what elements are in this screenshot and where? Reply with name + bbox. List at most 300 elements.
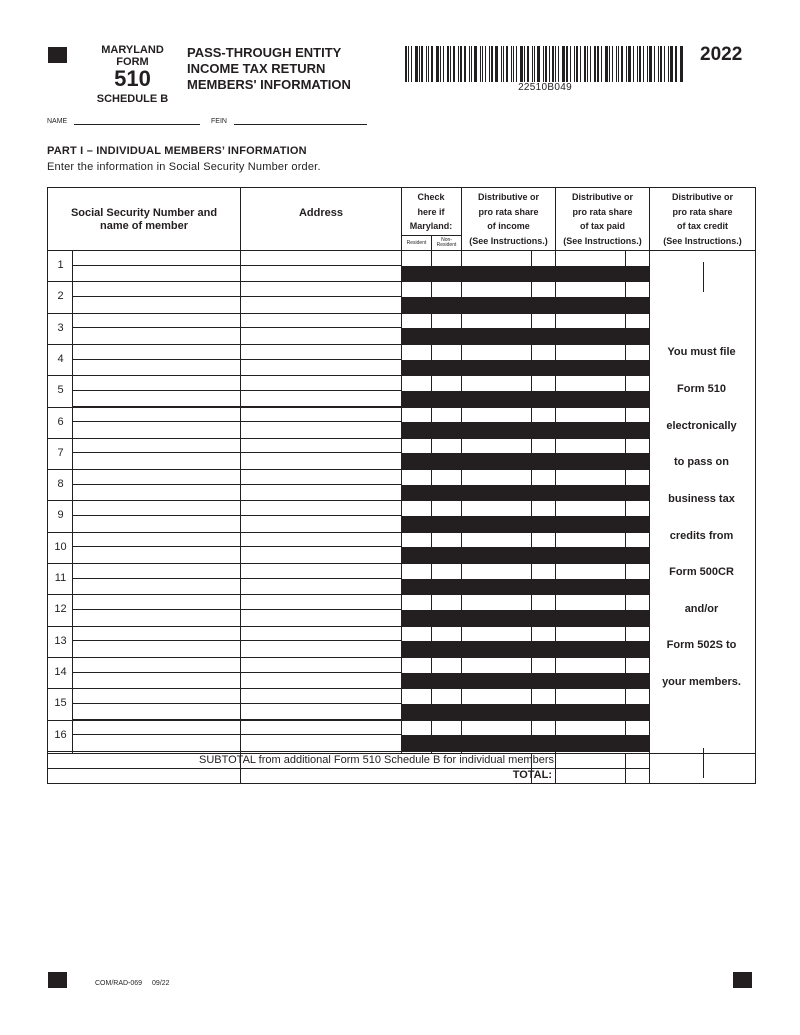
member-name-field[interactable] bbox=[73, 454, 240, 470]
header-line: (See Instructions.) bbox=[663, 235, 742, 246]
col-ssn-name-header bbox=[48, 207, 240, 233]
total-tax-paid-field[interactable] bbox=[556, 769, 625, 782]
barcode-bar bbox=[616, 46, 618, 82]
ssn-field[interactable] bbox=[73, 533, 240, 548]
barcode-bar bbox=[618, 46, 619, 82]
cents-divider bbox=[531, 314, 532, 345]
cents-divider bbox=[625, 282, 626, 313]
address-line2-field[interactable] bbox=[241, 611, 401, 627]
barcode-bar bbox=[534, 46, 535, 82]
resident-checkbox[interactable] bbox=[402, 501, 431, 516]
barcode-bar bbox=[527, 46, 529, 82]
header-line: Social Security Number and bbox=[70, 207, 218, 219]
income-share-field[interactable] bbox=[462, 501, 531, 516]
divider bbox=[401, 453, 650, 454]
header-line: Non- bbox=[441, 237, 452, 243]
address-line2-field[interactable] bbox=[241, 674, 401, 690]
address-line1-field[interactable] bbox=[241, 439, 401, 454]
barcode-bar bbox=[520, 46, 523, 82]
shaded-area bbox=[401, 392, 650, 408]
nonresident-checkbox[interactable] bbox=[432, 721, 461, 736]
row-number: 8 bbox=[57, 478, 64, 491]
resident-checkbox[interactable] bbox=[402, 376, 431, 391]
ssn-field[interactable] bbox=[73, 658, 240, 673]
resident-checkbox[interactable] bbox=[402, 595, 431, 610]
header-line: here if bbox=[417, 206, 445, 217]
cents-divider bbox=[625, 439, 626, 470]
address-line1-field[interactable] bbox=[241, 721, 401, 736]
member-name-field[interactable] bbox=[73, 423, 240, 439]
tax-paid-share-field[interactable] bbox=[556, 564, 625, 579]
tax-paid-share-field[interactable] bbox=[556, 439, 625, 454]
title-line: INCOME TAX RETURN bbox=[187, 61, 326, 76]
nonresident-checkbox[interactable] bbox=[432, 658, 461, 673]
barcode-bar bbox=[506, 46, 508, 82]
shaded-area bbox=[401, 611, 650, 627]
header-line: (See Instructions.) bbox=[469, 235, 548, 246]
notice-line: You must file bbox=[667, 346, 736, 358]
cents-divider bbox=[625, 658, 626, 689]
barcode-bar bbox=[419, 46, 420, 82]
shaded-area bbox=[401, 642, 650, 658]
barcode-bar bbox=[660, 46, 662, 82]
tax-paid-share-field[interactable] bbox=[556, 501, 625, 516]
barcode-bar bbox=[447, 46, 449, 82]
barcode-bar bbox=[408, 46, 409, 82]
notice-line: business tax bbox=[668, 493, 735, 505]
name-label: NAME bbox=[47, 118, 68, 125]
cents-divider bbox=[531, 721, 532, 752]
divider bbox=[401, 360, 650, 361]
ssn-field[interactable] bbox=[73, 595, 240, 610]
income-share-field[interactable] bbox=[462, 627, 531, 642]
barcode-bar bbox=[549, 46, 550, 82]
ssn-field[interactable] bbox=[73, 314, 240, 329]
barcode-bar bbox=[605, 46, 608, 82]
cents-divider bbox=[531, 689, 532, 720]
ssn-field[interactable] bbox=[73, 564, 240, 579]
barcode-bar bbox=[639, 46, 641, 82]
barcode-bar bbox=[503, 46, 504, 82]
address-line1-field[interactable] bbox=[241, 376, 401, 391]
address-line2-field[interactable] bbox=[241, 329, 401, 345]
resident-subheader: Resident bbox=[406, 240, 427, 246]
ssn-field[interactable] bbox=[73, 376, 240, 391]
address-line1-field[interactable] bbox=[241, 564, 401, 579]
ssn-field[interactable] bbox=[73, 501, 240, 516]
part1-instruction: Enter the information in Social Security Number order. bbox=[47, 161, 321, 173]
barcode-bar bbox=[566, 46, 568, 82]
resident-checkbox[interactable] bbox=[402, 408, 431, 423]
resident-checkbox[interactable] bbox=[402, 721, 431, 736]
cents-divider bbox=[531, 470, 532, 501]
nonresident-subheader bbox=[432, 238, 461, 248]
divider bbox=[401, 641, 650, 642]
address-line1-field[interactable] bbox=[241, 595, 401, 610]
shaded-area bbox=[401, 674, 650, 690]
title-line: PASS-THROUGH ENTITY bbox=[187, 45, 342, 60]
income-share-field[interactable] bbox=[462, 564, 531, 579]
registration-mark-bottom-left bbox=[48, 972, 67, 988]
income-share-field[interactable] bbox=[462, 658, 531, 673]
barcode-bar bbox=[491, 46, 493, 82]
income-share-field[interactable] bbox=[462, 595, 531, 610]
name-field[interactable] bbox=[74, 124, 200, 125]
barcode-bar bbox=[482, 46, 483, 82]
nonresident-checkbox[interactable] bbox=[432, 533, 461, 548]
member-name-field[interactable] bbox=[73, 642, 240, 658]
nonresident-checkbox[interactable] bbox=[432, 314, 461, 329]
barcode-bar bbox=[436, 46, 439, 82]
row-number: 7 bbox=[57, 446, 64, 459]
ssn-field[interactable] bbox=[73, 439, 240, 454]
barcode-bar bbox=[471, 46, 472, 82]
cents-divider bbox=[531, 408, 532, 439]
header-line: Maryland: bbox=[409, 221, 453, 231]
row-number: 6 bbox=[57, 415, 64, 428]
header-line: Resident bbox=[436, 242, 457, 248]
tax-paid-share-field[interactable] bbox=[556, 408, 625, 423]
tax-paid-share-field[interactable] bbox=[556, 345, 625, 360]
cents-divider bbox=[625, 627, 626, 658]
divider bbox=[401, 485, 650, 486]
nonresident-checkbox[interactable] bbox=[432, 501, 461, 516]
tax-paid-share-field[interactable] bbox=[556, 251, 625, 266]
ssn-field[interactable] bbox=[73, 408, 240, 423]
barcode-bar bbox=[460, 46, 462, 82]
cents-divider bbox=[625, 470, 626, 501]
cents-divider bbox=[531, 501, 532, 532]
income-share-field[interactable] bbox=[462, 721, 531, 736]
member-name-field[interactable] bbox=[73, 298, 240, 314]
income-share-field[interactable] bbox=[462, 314, 531, 329]
barcode-bar bbox=[485, 46, 487, 82]
tax-paid-share-field[interactable] bbox=[556, 533, 625, 548]
barcode-bar bbox=[580, 46, 581, 82]
cents-divider bbox=[625, 251, 626, 282]
member-name-field[interactable] bbox=[73, 486, 240, 502]
notice-line: to pass on bbox=[673, 456, 729, 468]
cents-divider bbox=[625, 689, 626, 720]
nonresident-checkbox[interactable] bbox=[432, 439, 461, 454]
header-line: Distributive or bbox=[477, 192, 539, 202]
tax-paid-share-field[interactable] bbox=[556, 282, 625, 297]
form-code: COM/RAD-069 bbox=[95, 980, 143, 987]
income-share-field[interactable] bbox=[462, 470, 531, 485]
barcode-bar bbox=[680, 46, 681, 82]
member-name-field[interactable] bbox=[73, 548, 240, 564]
address-line2-field[interactable] bbox=[241, 454, 401, 470]
barcode-bar bbox=[453, 46, 456, 82]
address-line1-field[interactable] bbox=[241, 345, 401, 360]
barcode-bar bbox=[501, 46, 502, 82]
ssn-field[interactable] bbox=[73, 721, 240, 736]
tax-paid-share-field[interactable] bbox=[556, 627, 625, 642]
header-line: pro rata share bbox=[672, 206, 733, 217]
barcode-number: 22510B049 bbox=[518, 82, 572, 93]
nonresident-checkbox[interactable] bbox=[432, 689, 461, 704]
member-name-field[interactable] bbox=[73, 267, 240, 283]
notice-bracket-bottom bbox=[703, 748, 704, 778]
barcode-bar bbox=[626, 46, 627, 82]
resident-checkbox[interactable] bbox=[402, 345, 431, 360]
barcode-bar bbox=[426, 46, 427, 82]
col-check-header bbox=[401, 190, 461, 234]
shaded-area bbox=[401, 580, 650, 596]
address-line2-field[interactable] bbox=[241, 736, 401, 752]
header-line: (See Instructions.) bbox=[563, 235, 642, 246]
nonresident-checkbox[interactable] bbox=[432, 470, 461, 485]
divider bbox=[401, 391, 650, 392]
resident-checkbox[interactable] bbox=[402, 627, 431, 642]
address-line1-field[interactable] bbox=[241, 658, 401, 673]
row-number: 16 bbox=[54, 728, 67, 741]
shaded-area bbox=[401, 361, 650, 377]
nonresident-checkbox[interactable] bbox=[432, 345, 461, 360]
resident-checkbox[interactable] bbox=[402, 251, 431, 266]
income-share-field[interactable] bbox=[462, 282, 531, 297]
income-share-field[interactable] bbox=[462, 376, 531, 391]
barcode-bar bbox=[431, 46, 433, 82]
member-name-field[interactable] bbox=[73, 361, 240, 377]
barcode-bar bbox=[612, 46, 613, 82]
member-name-field[interactable] bbox=[73, 329, 240, 345]
barcode-bar bbox=[405, 46, 407, 82]
divider bbox=[401, 328, 650, 329]
barcode-bar bbox=[443, 46, 444, 82]
nonresident-checkbox[interactable] bbox=[432, 564, 461, 579]
barcode-bar bbox=[664, 46, 665, 82]
nonresident-checkbox[interactable] bbox=[432, 251, 461, 266]
footer-form-code bbox=[95, 980, 170, 987]
ssn-field[interactable] bbox=[73, 251, 240, 266]
barcode-bar bbox=[649, 46, 652, 82]
barcode-bar bbox=[681, 46, 683, 82]
divider bbox=[401, 422, 650, 423]
address-line1-field[interactable] bbox=[241, 689, 401, 704]
resident-checkbox[interactable] bbox=[402, 439, 431, 454]
address-line2-field[interactable] bbox=[241, 642, 401, 658]
income-share-field[interactable] bbox=[462, 439, 531, 454]
resident-checkbox[interactable] bbox=[402, 533, 431, 548]
tax-paid-share-field[interactable] bbox=[556, 595, 625, 610]
address-line2-field[interactable] bbox=[241, 705, 401, 721]
resident-checkbox[interactable] bbox=[402, 689, 431, 704]
row-divider bbox=[48, 751, 650, 752]
resident-checkbox[interactable] bbox=[402, 470, 431, 485]
address-line2-field[interactable] bbox=[241, 392, 401, 408]
divider bbox=[401, 266, 650, 267]
address-line1-field[interactable] bbox=[241, 470, 401, 485]
col-income-header bbox=[462, 190, 555, 248]
resident-checkbox[interactable] bbox=[402, 282, 431, 297]
tax-paid-share-field[interactable] bbox=[556, 376, 625, 391]
tax-paid-share-field[interactable] bbox=[556, 721, 625, 736]
shaded-area bbox=[401, 736, 650, 752]
barcode-bar bbox=[543, 46, 544, 82]
income-share-field[interactable] bbox=[462, 345, 531, 360]
barcode-bar bbox=[428, 46, 429, 82]
shaded-area bbox=[401, 298, 650, 314]
divider bbox=[401, 579, 650, 580]
tax-paid-share-field[interactable] bbox=[556, 658, 625, 673]
tax-paid-share-field[interactable] bbox=[556, 314, 625, 329]
barcode-bar bbox=[489, 46, 490, 82]
member-name-field[interactable] bbox=[73, 611, 240, 627]
income-share-field[interactable] bbox=[462, 689, 531, 704]
cents-divider bbox=[625, 408, 626, 439]
barcode-bar bbox=[464, 46, 466, 82]
barcode-bar bbox=[670, 46, 673, 82]
divider bbox=[401, 547, 650, 548]
barcode-bar bbox=[574, 46, 575, 82]
cents-divider bbox=[625, 595, 626, 626]
resident-checkbox[interactable] bbox=[402, 658, 431, 673]
row-number: 5 bbox=[57, 384, 64, 397]
barcode-bar bbox=[654, 46, 655, 82]
ssn-field[interactable] bbox=[73, 627, 240, 642]
ssn-field[interactable] bbox=[73, 345, 240, 360]
barcode-bar bbox=[421, 46, 423, 82]
barcode-bar bbox=[576, 46, 578, 82]
shaded-area bbox=[401, 548, 650, 564]
fein-field[interactable] bbox=[234, 124, 367, 125]
address-line2-field[interactable] bbox=[241, 361, 401, 377]
address-line2-field[interactable] bbox=[241, 423, 401, 439]
barcode-bar bbox=[411, 46, 412, 82]
form-label: FORM bbox=[116, 56, 149, 68]
barcode-bar bbox=[524, 46, 525, 82]
shaded-area bbox=[401, 517, 650, 533]
address-line1-field[interactable] bbox=[241, 501, 401, 516]
barcode-bar bbox=[628, 46, 631, 82]
address-line1-field[interactable] bbox=[241, 282, 401, 297]
address-line2-field[interactable] bbox=[241, 267, 401, 283]
divider bbox=[401, 704, 650, 705]
divider bbox=[401, 673, 650, 674]
header-line: of tax credit bbox=[676, 221, 728, 231]
address-line2-field[interactable] bbox=[241, 486, 401, 502]
barcode-bar bbox=[495, 46, 498, 82]
member-name-field[interactable] bbox=[73, 674, 240, 690]
form-number: 510 bbox=[114, 66, 151, 91]
nonresident-checkbox[interactable] bbox=[432, 627, 461, 642]
barcode-bar bbox=[633, 46, 634, 82]
notice-line: electronically bbox=[666, 420, 737, 432]
row-number: 10 bbox=[54, 540, 67, 553]
address-line1-field[interactable] bbox=[241, 627, 401, 642]
registration-mark-bottom-right bbox=[733, 972, 752, 988]
barcode-bar bbox=[637, 46, 638, 82]
tax-paid-share-field[interactable] bbox=[556, 689, 625, 704]
nonresident-checkbox[interactable] bbox=[432, 282, 461, 297]
notice-line: Form 502S to bbox=[666, 639, 737, 651]
income-share-field[interactable] bbox=[462, 533, 531, 548]
state-label: MARYLAND bbox=[101, 44, 164, 56]
barcode-bar bbox=[552, 46, 554, 82]
member-name-field[interactable] bbox=[73, 392, 240, 408]
nonresident-checkbox[interactable] bbox=[432, 595, 461, 610]
barcode-bar bbox=[532, 46, 533, 82]
address-line1-field[interactable] bbox=[241, 314, 401, 329]
subtotal-label: SUBTOTAL from additional Form 510 Schedule B for individual members bbox=[198, 754, 554, 766]
resident-checkbox[interactable] bbox=[402, 564, 431, 579]
fein-label: FEIN bbox=[211, 118, 227, 125]
cents-divider bbox=[625, 564, 626, 595]
barcode-bar bbox=[590, 46, 591, 82]
cents-divider bbox=[531, 627, 532, 658]
barcode-bar bbox=[511, 46, 512, 82]
registration-mark-top-left bbox=[48, 47, 67, 63]
address-line1-field[interactable] bbox=[241, 408, 401, 423]
subtotal-income-field[interactable] bbox=[462, 754, 531, 767]
subtotal-tax-paid-field[interactable] bbox=[556, 754, 625, 767]
shaded-area bbox=[401, 329, 650, 345]
barcode-bar bbox=[643, 46, 644, 82]
income-share-field[interactable] bbox=[462, 408, 531, 423]
income-share-field[interactable] bbox=[462, 251, 531, 266]
cents-divider bbox=[625, 376, 626, 407]
row-number: 9 bbox=[57, 509, 64, 522]
member-name-field[interactable] bbox=[73, 517, 240, 533]
barcode-bar bbox=[450, 46, 451, 82]
cents-divider bbox=[531, 595, 532, 626]
address-line2-field[interactable] bbox=[241, 517, 401, 533]
barcode-bar bbox=[458, 46, 459, 82]
row-number: 15 bbox=[54, 697, 67, 710]
header-line: pro rata share bbox=[478, 206, 539, 217]
shaded-area bbox=[401, 486, 650, 502]
shaded-area bbox=[401, 267, 650, 283]
barcode-bar bbox=[545, 46, 547, 82]
col-tax-paid-header bbox=[556, 190, 649, 248]
nonresident-checkbox[interactable] bbox=[432, 408, 461, 423]
shaded-area bbox=[401, 454, 650, 470]
member-name-field[interactable] bbox=[73, 580, 240, 596]
barcode-bar bbox=[675, 46, 677, 82]
address-line1-field[interactable] bbox=[241, 251, 401, 266]
member-name-field[interactable] bbox=[73, 736, 240, 752]
tax-paid-share-field[interactable] bbox=[556, 470, 625, 485]
ssn-field[interactable] bbox=[73, 282, 240, 297]
member-name-field[interactable] bbox=[73, 705, 240, 721]
resident-checkbox[interactable] bbox=[402, 314, 431, 329]
header-line: Distributive or bbox=[671, 192, 733, 202]
cents-divider bbox=[531, 376, 532, 407]
nonresident-checkbox[interactable] bbox=[432, 376, 461, 391]
schedule-label: SCHEDULE B bbox=[96, 93, 169, 105]
notice-bracket-top bbox=[703, 262, 704, 292]
header-line: Distributive or bbox=[571, 192, 633, 202]
barcode-bar bbox=[587, 46, 588, 82]
row-number: 14 bbox=[54, 665, 67, 678]
address-line2-field[interactable] bbox=[241, 298, 401, 314]
barcode-bar bbox=[415, 46, 418, 82]
barcode-bar bbox=[609, 46, 610, 82]
ssn-field[interactable] bbox=[73, 689, 240, 704]
notice-line: your members. bbox=[662, 676, 741, 688]
address-line2-field[interactable] bbox=[241, 580, 401, 596]
notice-line: Form 510 bbox=[677, 383, 726, 395]
address-line2-field[interactable] bbox=[241, 548, 401, 564]
barcode-bar bbox=[555, 46, 556, 82]
ssn-field[interactable] bbox=[73, 470, 240, 485]
cents-divider bbox=[531, 439, 532, 470]
row-number: 2 bbox=[57, 290, 64, 303]
barcode-bar bbox=[570, 46, 571, 82]
barcode-bar bbox=[584, 46, 587, 82]
address-line1-field[interactable] bbox=[241, 533, 401, 548]
